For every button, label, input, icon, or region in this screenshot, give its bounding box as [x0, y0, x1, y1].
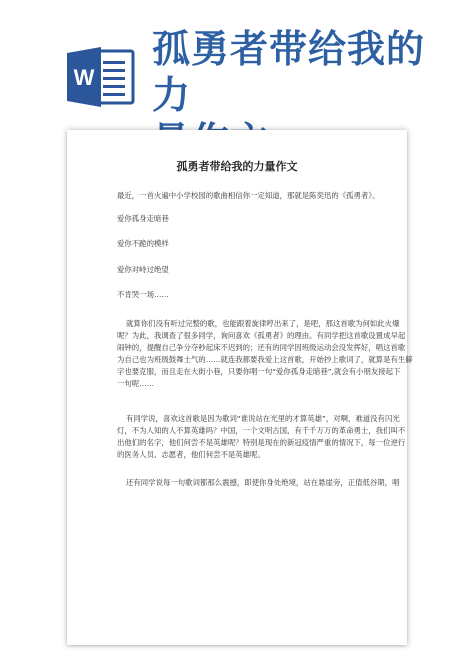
page-header	[0, 0, 474, 118]
paragraph-line: 为自己也为班级鼓舞士气的……就连我都要我爱上这首歌，开始抄上歌词了，就算是有生僻	[117, 355, 413, 364]
lyric-line: 不肯哭一场……	[117, 290, 169, 299]
document-page	[67, 130, 413, 645]
paragraph-line: 一句呢……	[117, 379, 154, 388]
document-title: 孤勇者带给我的力量作文	[176, 160, 298, 173]
title-line-1: 孤勇者带给我的力	[152, 26, 426, 117]
lyric-line: 爱你对峙过绝望	[117, 265, 169, 274]
word-letter: W	[73, 65, 95, 90]
paragraph-line: 闹钟的，提醒自己争分夺秒起床不迟到的；还有的同学因班级运动会没发挥好，唱这首歌	[117, 343, 406, 352]
lyric-line: 爱你不跪的模样	[117, 239, 169, 248]
intro-line: 最近，一首火遍中小学校园的歌曲相信你一定知道，那就是陈奕迅的《孤勇者》。	[117, 191, 380, 200]
paragraph-line: 还有同学说每一句歌词都那么震撼，即使你身处绝境，站在悬崖旁，正值低谷期，唱	[126, 478, 400, 487]
intro-paragraph	[117, 190, 381, 202]
paragraph-line: 字也要克服，而且走在大街小巷，只要你唱一句“爱你孤身走暗巷”,就会有小朋友接起下	[117, 367, 401, 376]
paragraph-line: 就算你们没有听过完整的歌，也能跟着旋律哼出来了，是吧，那这首歌为何如此火爆	[126, 319, 400, 328]
lyric-line: 爱你孤身走暗巷	[117, 214, 169, 223]
paragraph-4	[117, 477, 400, 489]
paragraph-2	[117, 318, 413, 390]
paragraph-line: 的医务人员、志愿者，他们何尝不是英雄呢。	[117, 450, 265, 459]
paragraph-line: 有同学说，喜欢这首歌是因为歌词“谁说站在光里的才算英雄”，对啊，难道没有闪光	[126, 414, 400, 423]
paragraph-line: 灯，不为人知的人不算英雄吗？中国，一个文明古国，有千千万万的革命勇士，我们叫不	[117, 426, 406, 435]
paragraph-line: 呢？为此，我调查了很多同学，询问喜欢《孤勇者》的理由。有同学把这首歌设置成早起	[117, 331, 406, 340]
paragraph-line: 出他们的名字，他们何尝不是英雄呢？特别是现在的新冠疫情严重的情况下，每一位逆行	[117, 438, 406, 447]
word-document-icon	[67, 45, 137, 109]
paragraph-3	[117, 413, 406, 461]
